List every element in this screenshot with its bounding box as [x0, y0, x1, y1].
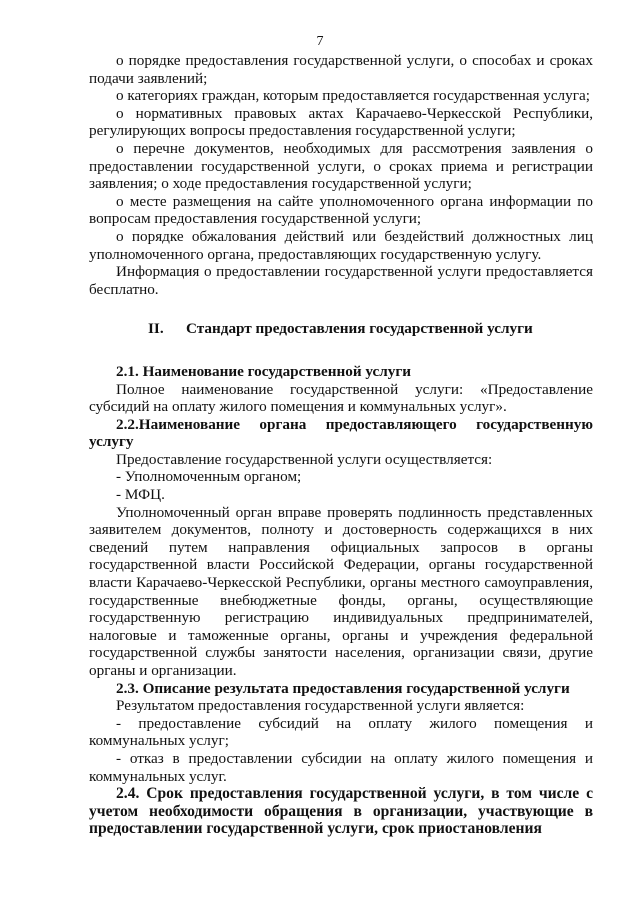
intro-item-6: о порядке обжалования действий или бездействий должностных лиц уполномоченного органа, предоставляющих государственную услугу. [89, 227, 593, 263]
section-heading [89, 320, 593, 338]
list-item-authorized-body: - Уполномоченным органом; [116, 468, 302, 486]
intro-item-2: о категориях граждан, которым предоставляется государственная услуга; [116, 87, 590, 105]
paragraph-2-2-intro: Предоставление государственной услуги осуществляется: [116, 450, 493, 468]
free-info-paragraph: Информация о предоставлении государственной услуги предоставляется бесплатно. [89, 263, 593, 298]
heading-2-1: 2.1. Наименование государственной услуги [116, 362, 412, 380]
paragraph-2-3-intro: Результатом предоставления государственной услуги является: [116, 697, 525, 715]
list-item-subsidy-granted: - предоставление субсидий на оплату жилого помещения и коммунальных услуг; [89, 714, 593, 750]
page-number: 7 [316, 34, 324, 49]
heading-2-2: 2.2.Наименование органа предоставляющего государственную услугу [89, 415, 593, 451]
heading-2-4: 2.4. Срок предоставления государственной услуги, в том числе с учетом необходимости обращения в организации, участвующие в предоставлении государственной услуги, срок приостановления [89, 785, 593, 838]
paragraph-2-1: Полное наименование государственной услуги: «Предоставление субсидий на оплату жилого помещения и коммунальных услуг». [89, 380, 593, 416]
intro-item-4: о перечне документов, необходимых для рассмотрения заявления о предоставлении государственной услуги, о сроках приема и регистрации заявления; о ходе предоставления государственной услуги; [89, 139, 593, 193]
intro-item-1: о порядке предоставления государственной услуги, о способах и сроках подачи заявлений; [89, 52, 593, 87]
list-item-subsidy-refused: - отказ в предоставлении субсидии на оплату жилого помещения и коммунальных услуг. [89, 749, 593, 785]
section-title: Стандарт предоставления государственной услуги [186, 320, 533, 338]
page-body [89, 52, 593, 838]
list-item-mfc: - МФЦ. [116, 486, 165, 504]
section-number: II. [148, 320, 164, 338]
heading-2-3: 2.3. Описание результата предоставления государственной услуги [116, 679, 570, 697]
intro-item-5: о месте размещения на сайте уполномоченного органа информации по вопросам предоставления государственной услуги; [89, 192, 593, 228]
paragraph-2-2-text: Уполномоченный орган вправе проверять подлинность представленных заявителем документов, полноту и достоверность содержащихся в них сведений путем направления официальных запросов в органы государственной власти Российской Федерации, органы государственной власти Карачаево-Черкесской Республики, органы местного самоуправления, государственные внебюджетные фонды, органы, осуществляющие государственную регистрацию индивидуальных предпринимателей, налоговые и таможенные органы, органы и учреждения федеральной государственной службы занятости населения, организации связи, другие органы и организации. [89, 503, 593, 679]
intro-item-3: о нормативных правовых актах Карачаево-Черкесской Республики, регулирующих вопросы предоставления государственной услуги; [89, 104, 593, 140]
